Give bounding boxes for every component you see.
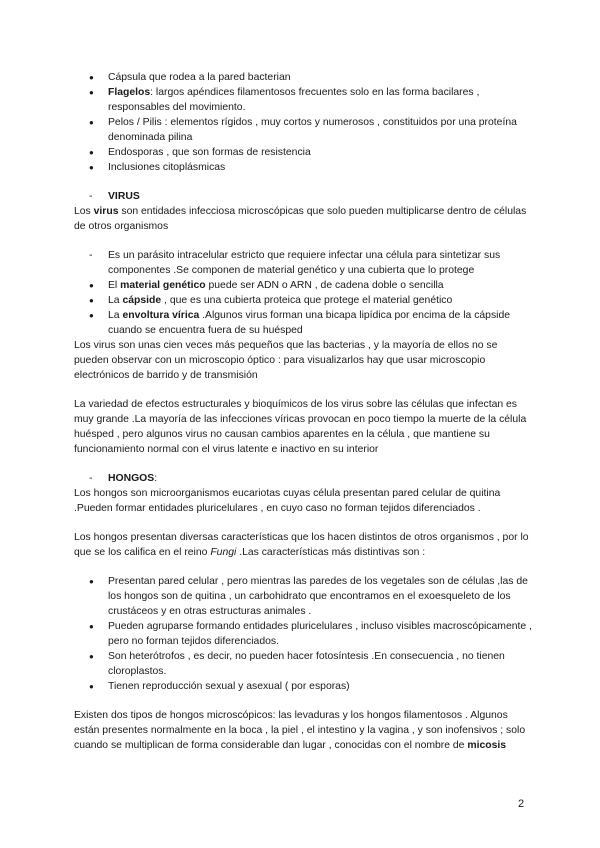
section-heading-virus: - VIRUS (89, 191, 140, 202)
list-item: ● Son heterótrofos , es decir, no pueden hacer fotosíntesis .En consecuencia , no tienen cloroplastos. (74, 649, 532, 679)
virus-size-paragraph: Los virus son unas cien veces más pequeños que las bacterias , y la mayoría de ellos no se pueden observar con un microscopio óptico : para visualizarlos hay que usar microscopio electrónicos de barrido y de transmisión (74, 340, 498, 381)
hongos-characteristics-list (74, 574, 532, 694)
dash-icon (89, 248, 103, 263)
bullet-icon (89, 145, 103, 160)
bullet-icon (89, 70, 103, 85)
bacteria-structures-list (74, 70, 532, 175)
bullet-icon (89, 278, 103, 293)
bullet-icon (89, 293, 103, 308)
bullet-icon (89, 85, 103, 100)
virus-intro-paragraph: Los virus son entidades infecciosa microscópicas que solo pueden multiplicarse dentro de células de otros organismos (74, 206, 527, 232)
dash-icon: - (89, 191, 93, 202)
bullet-icon (89, 115, 103, 130)
bullet-icon (89, 160, 103, 175)
list-item: ● Pelos / Pilis : elementos rígidos , muy cortos y numerosos , constituidos por una proteína denominada pilina (74, 115, 532, 145)
list-item: - Es un parásito intracelular estricto que requiere infectar una célula para sintetizar sus componentes .Se componen de material genético y una cubierta que lo protege (74, 248, 532, 278)
page-number: 2 (518, 798, 525, 810)
list-item: ● Flagelos: largos apéndices filamentosos frecuentes solo en las forma bacilares , responsables del movimiento. (74, 85, 532, 115)
list-item: ● Cápsula que rodea a la pared bacterian (74, 70, 532, 85)
section-heading-hongos: - HONGOS: (89, 473, 158, 484)
list-item: ● Tienen reproducción sexual y asexual ( por esporas) (74, 679, 532, 694)
bullet-icon (89, 649, 103, 664)
bullet-icon (89, 679, 103, 694)
hongos-diversas-paragraph: Los hongos presentan diversas características que los hacen distintos de otros organismos , por lo que se los califica en el reino Fungi .Las características más distintivas son : (74, 532, 529, 558)
document-page (74, 70, 532, 753)
term-flagelos: Flagelos (108, 87, 151, 98)
list-item: ● Presentan pared celular , pero mientras las paredes de los vegetales son de células ,las de los hongos son de quitina , un carbohidrato que encontramos en el exoesqueleto de los crustáceos y en otras estructuras animales . (74, 574, 532, 619)
bullet-icon (89, 308, 103, 323)
list-item: ● Pueden agruparse formando entidades pluricelulares , incluso visibles macroscópicamente , pero no forman tejidos diferenciados. (74, 619, 532, 649)
list-item: ● La envoltura vírica .Algunos virus forman una bicapa lipídica por encima de la cápside cuando se encuentra fuera de su huésped (74, 308, 532, 338)
list-item: ● Inclusiones citoplásmicas (74, 160, 532, 175)
virus-characteristics-list (74, 248, 532, 338)
bullet-icon (89, 574, 103, 589)
hongos-intro-paragraph: Los hongos son microorganismos eucariotas cuyas célula presentan pared celular de quitina .Pueden formar entidades pluricelulares , en cuyo caso no forman tejidos diferenciados . (74, 488, 501, 514)
bullet-icon (89, 619, 103, 634)
list-item: ● La cápside , que es una cubierta proteica que protege el material genético (74, 293, 532, 308)
list-item: ● El material genético puede ser ADN o ARN , de cadena doble o sencilla (74, 278, 532, 293)
list-item: ● Endosporas , que son formas de resistencia (74, 145, 532, 160)
virus-effects-paragraph: La variedad de efectos estructurales y bioquímicos de los virus sobre las células que infectan es muy grande .La mayoría de las infecciones víricas provocan en poco tiempo la muerte de la célula huésped , pero algunos virus no causan cambios aparentes en la célula , que mantiene su funcionamiento normal con el virus latente e inactivo en su interior (74, 399, 527, 455)
hongos-tipos-paragraph: Existen dos tipos de hongos microscópicos: las levaduras y los hongos filamentosos . Algunos están presentes normalmente en la boca , la piel , el intestino y la vagina , y son inofensivos ; solo cuando se multiplican de forma considerable dan lugar , conocidas con el nombre de micosis (74, 710, 526, 751)
dash-icon: - (89, 473, 93, 484)
